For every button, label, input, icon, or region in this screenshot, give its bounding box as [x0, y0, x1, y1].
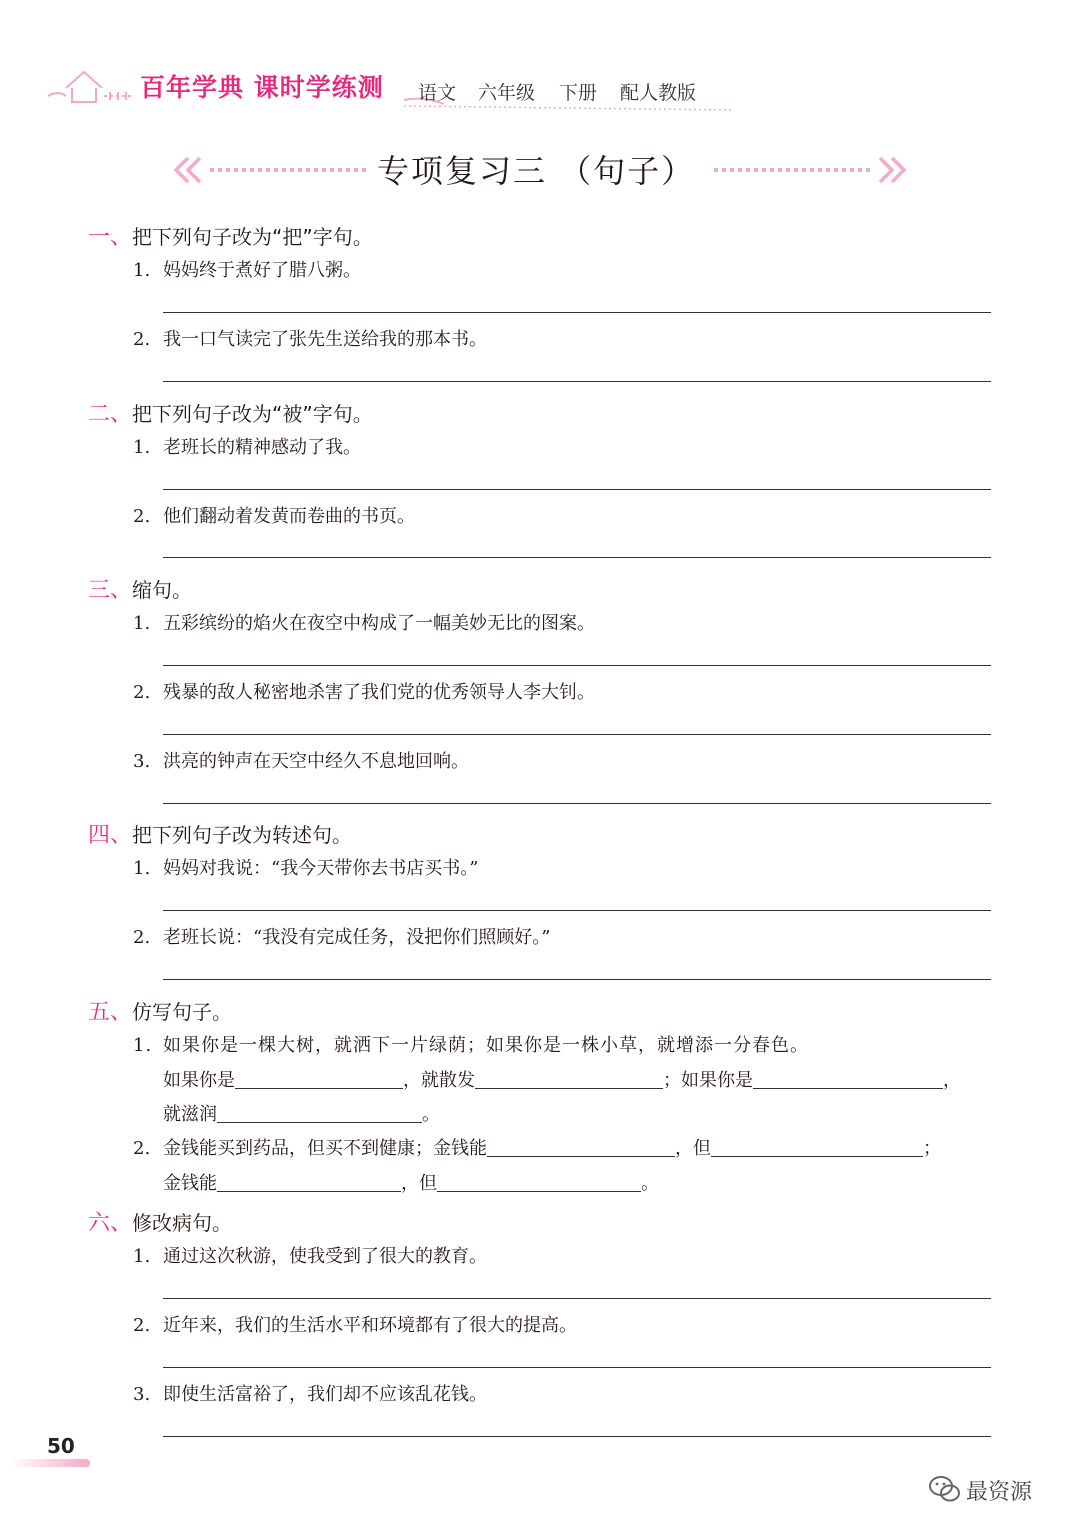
page-number: 50: [47, 1434, 75, 1458]
section-number: 三、: [88, 578, 133, 603]
fill-blank[interactable]: [217, 1102, 422, 1123]
question: 1. 老班长的精神感动了我。: [133, 437, 361, 458]
section-3-heading: [88, 573, 192, 604]
section-number: 二、: [88, 402, 133, 427]
answer-line[interactable]: [163, 381, 991, 382]
section-4-heading: [88, 818, 352, 849]
question: 1. 五彩缤纷的焰火在夜空中构成了一幅美妙无比的图案。: [133, 613, 595, 634]
fill-blank[interactable]: [487, 1136, 675, 1157]
question: 1. 通过这次秋游，使我受到了很大的教育。: [133, 1246, 487, 1267]
wechat-icon: [928, 1474, 962, 1504]
volume-label: 下册: [559, 82, 598, 104]
question: 2. 残暴的敌人秘密地杀害了我们党的优秀领导人李大钊。: [133, 682, 595, 703]
question: 1. 妈妈对我说：“我今天带你去书店买书。”: [133, 858, 479, 879]
section-1-heading: [88, 220, 373, 251]
page-title: 专项复习三 （句子）: [377, 152, 696, 190]
section-instruction: 修改病句。: [132, 1211, 233, 1235]
section-number: 四、: [88, 823, 133, 848]
fill-blank[interactable]: [475, 1068, 663, 1089]
question: 2. 老班长说：“我没有完成任务，没把你们照顾好。”: [133, 927, 551, 948]
fill-blank[interactable]: [753, 1068, 943, 1089]
section-number: 五、: [88, 1000, 133, 1025]
section-instruction: 仿写句子。: [132, 1000, 233, 1024]
watermark: 最资源: [966, 1480, 1033, 1505]
answer-line[interactable]: [163, 734, 991, 735]
answer-line[interactable]: [163, 979, 991, 980]
section-6-heading: [88, 1206, 232, 1237]
fill-blank[interactable]: [217, 1171, 401, 1192]
section-2-heading: [88, 397, 373, 428]
question: 1. 如果你是一棵大树，就洒下一片绿荫；如果你是一株小草，就增添一分春色。: [133, 1035, 809, 1056]
question: 3. 洪亮的钟声在天空中经久不息地回响。: [133, 751, 469, 772]
section-instruction: 把下列句子改为“把”字句。: [132, 225, 373, 249]
question: 2. 近年来，我们的生活水平和环境都有了很大的提高。: [133, 1315, 577, 1336]
brand-title: 百年学典 课时学练测: [140, 73, 384, 102]
section-instruction: 把下列句子改为转述句。: [132, 823, 353, 847]
fill-blank[interactable]: [711, 1136, 923, 1157]
answer-line[interactable]: [163, 1436, 991, 1437]
answer-line[interactable]: [163, 1298, 991, 1299]
section-5-heading: [88, 995, 232, 1026]
edition-label: 配人教版: [620, 82, 697, 104]
section-instruction: 缩句。: [132, 578, 193, 602]
fill-blank[interactable]: [235, 1068, 403, 1089]
fill-in-row: 就滋润 。: [163, 1104, 440, 1125]
question: 2. 金钱能买到药品，但买不到健康；金钱能 ，但 ；: [133, 1138, 941, 1159]
answer-line[interactable]: [163, 1367, 991, 1368]
answer-line[interactable]: [163, 312, 991, 313]
answer-line[interactable]: [163, 803, 991, 804]
right-chevron-icon: [880, 158, 904, 182]
question: 3. 即使生活富裕了，我们却不应该乱花钱。: [133, 1384, 487, 1405]
house-doodle-icon: [48, 72, 134, 102]
question: 2. 他们翻动着发黄而卷曲的书页。: [133, 506, 415, 527]
section-number: 六、: [88, 1211, 133, 1236]
question: 2. 我一口气读完了张先生送给我的那本书。: [133, 329, 487, 350]
grade-label: 六年级: [478, 82, 536, 104]
subject-label: 语文: [418, 82, 457, 104]
fill-blank[interactable]: [437, 1171, 641, 1192]
question: 1. 妈妈终于煮好了腊八粥。: [133, 260, 361, 281]
answer-line[interactable]: [163, 910, 991, 911]
answer-line[interactable]: [163, 665, 991, 666]
answer-line[interactable]: [163, 489, 991, 490]
footer-bar: [10, 1457, 94, 1469]
section-instruction: 把下列句子改为“被”字句。: [132, 402, 373, 426]
fill-in-row: 如果你是 ，就散发 ；如果你是 ，: [163, 1070, 961, 1091]
left-chevron-icon: [176, 158, 200, 182]
answer-line[interactable]: [163, 557, 991, 558]
fill-in-row: 金钱能 ，但 。: [163, 1173, 659, 1194]
section-number: 一、: [88, 225, 133, 250]
